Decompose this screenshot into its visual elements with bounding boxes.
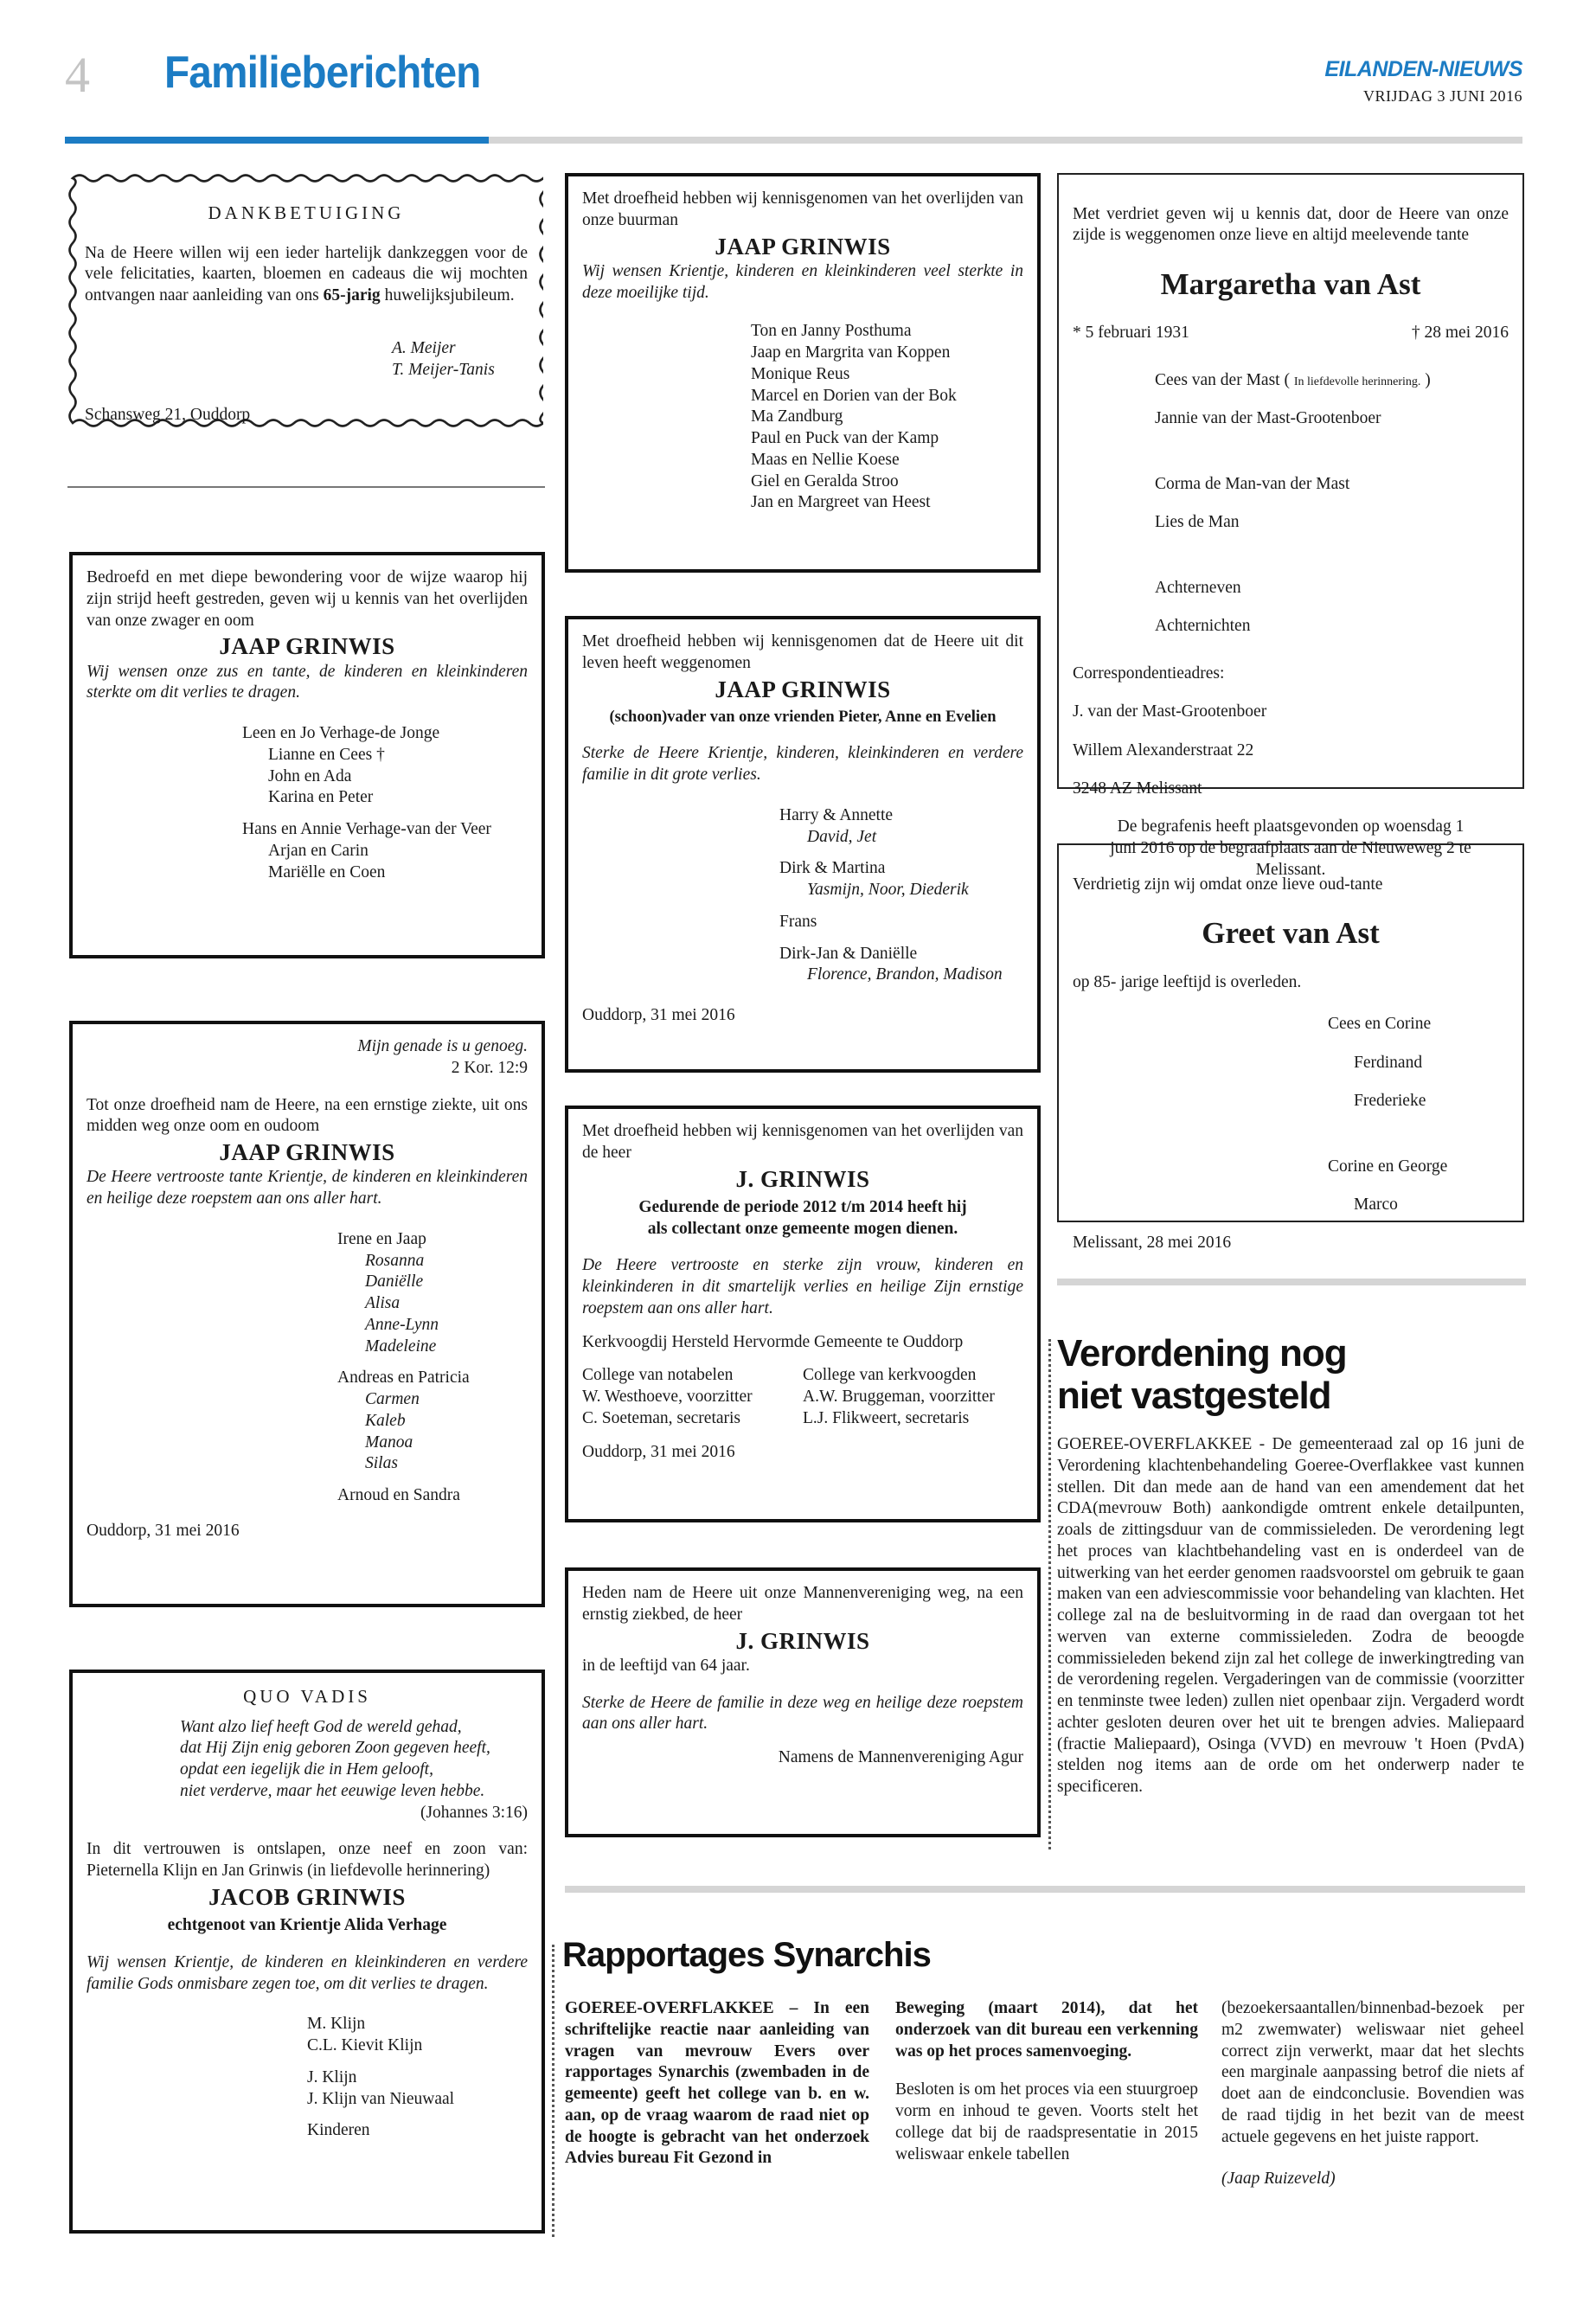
place-date: Ouddorp, 31 mei 2016 [582,1006,735,1025]
article-rule [1057,1279,1526,1285]
family-name: Frans [779,912,817,931]
family-member: Karina en Peter [268,788,374,807]
synarchis-headline: Rapportages Synarchis [562,1936,931,1974]
family-member: Silas [365,1454,398,1473]
notice-intro: Verdrietig zijn wij omdat onze lieve oud-tante [1073,875,1383,894]
notice-wish: De Heere vertrooste en sterke zijn vrouw, kinderen en kleinkinderen in dit smartelijk verlies en heilige Zijn ernstige roepstem aan ons aller hart. [582,1256,1023,1317]
notice-greet [1057,843,1524,1253]
deceased-name: JAAP GRINWIS [715,233,891,260]
section-title: Familieberichten [164,48,481,98]
notice-intro: Met droefheid hebben wij kennisgenomen van het overlijden van de heer [582,1122,1023,1162]
family-name: Corine en George [1328,1157,1448,1176]
notice-wish: Wij wensen Krientje, de kinderen en kleinkinderen en verdere familie Gods onmisbare zegen toe, om dit verlies te dragen. [87,1952,528,1993]
deceased-name: JAAP GRINWIS [219,1139,395,1165]
deceased-name: Margaretha van Ast [1160,267,1421,301]
verordening-headline: Verordening nog niet vastgesteld [1057,1332,1347,1418]
dankbetuiging-text: Na de Heere willen wij een ieder hartelijk dankzeggen voor de vele felicitaties, kaarten, bloemen en cadeaus die wij mochten ontvangen naar aanleiding van ons 65-jarig huwelijksjubileum. [85,243,528,305]
family-member: Carmen [365,1390,420,1409]
signatory: Kinderen [307,2121,370,2140]
notice-genade [69,1021,545,1607]
signatory: M. Klijn [307,2015,366,2034]
family-member: Lianne en Cees † [268,745,385,764]
issue-date: VRIJDAG 3 JUNI 2016 [1363,87,1522,105]
family-member: Anne-Lynn [365,1315,439,1334]
college-member: C. Soeteman, secretaris [582,1408,741,1427]
family-name: Andreas en Patricia [337,1368,470,1388]
signatory: Monique Reus [751,364,850,383]
synarchis-column-3: (bezoekersaantallen/binnenbad-bezoek per m2 zwemwater) weliswaar niet geheel correct zijn verwerkt, maar dat het slechts een marginale aanpassing betrof die niets af doet aan de eindconclusie. Bovendien was de raad tijdig in het bezit van de meest actuele gegevens en het juiste rapport. (Jaap Ruizeveld) [1221,1998,1524,2190]
synarchis-lead: GOEREE-OVERFLAKKEE – In een schriftelijke reactie naar aanleiding van vragen van mevrouw Evers over rapportages Synarchis (zwembaden in de gemeente) geeft het college van b. en w. aan, op de vraag waarom de raad niet op de hoogte is gebracht van het onderzoek Advies bureau Fit Gezond in [565,1999,869,2168]
college-member: L.J. Flikweert, secretaris [803,1408,970,1427]
bible-reference: (Johannes 3:16) [420,1803,528,1822]
correspondence-label: Correspondentieadres: [1073,664,1225,683]
burial-info: De begrafenis heeft plaatsgevonden op woensdag 1 juni 2016 op de begraafplaats aan de Nieuweweg 2 te Melissant. [1110,817,1471,879]
family-member: Florence, Brandon, Madison [807,965,1003,984]
deceased-name: JACOB GRINWIS [208,1883,406,1910]
deceased-name: Greet van Ast [1202,916,1380,951]
family-member: Marco [1354,1195,1398,1214]
notice-bedroefd [69,552,545,958]
deceased-name: JAAP GRINWIS [219,633,395,660]
family-member: Kaleb [365,1411,406,1430]
article-author: (Jaap Ruizeveld) [1221,2170,1336,2189]
notice-wish: Wij wensen onze zus en tante, de kinderen en kleinkinderen sterkte om dit verlies te dragen. [87,662,528,702]
notice-wish: De Heere vertrooste tante Krientje, de kinderen en kleinkinderen en heilige deze roepstem aan ons aller hart. [87,1168,528,1208]
college-title: College van kerkvoogden [803,1366,977,1385]
verordening-body: GOEREE-OVERFLAKKEE - De gemeenteraad zal op 16 juni de Verordening klachtenbehandeling Goeree-Overflakkee vast kunnen stellen. Dit dan mede aan de hand van een amendement dat het CDA(mevrouw Both) aankondigde omtrent enkele detailpunten, zoals de zittingsduur van de commissieleden. De verordening legt het proces van klachtbehandeling vast en is onderdeel van de uitwerking van het eerder genomen raadsvoorstel om gebruik te gaan maken van een adviescommissie voor behandeling van klachten. Het college zal na de besluitvorming in de raad dan overgaan tot het werven van externe commissieleden. Zodra de beoogde commissieleden bekend zijn zal het college de inwerkingtreding van de verordening regelen. Vergaderingen van de commissie (voorzitter en tenminste twee leden) zullen niet openbaar zijn. Vergaderd wordt achter gesloten deuren over het uit te brengen advies. Maliepaard (fractie Maliepaard), Osinga (VVD) en mevrouw 't Hoen (PvdA) stelden nog items aan de orde om het onderwerp nader te specificeren. [1057,1435,1524,1796]
deceased-name: J. GRINWIS [735,1165,870,1192]
deceased-name: J. GRINWIS [735,1627,870,1654]
notice-intro: Met droefheid hebben wij kennisgenomen dat de Heere uit dit leven heeft weggenomen [582,632,1023,672]
college-member: W. Westhoeve, voorzitter [582,1388,753,1407]
signatory: J. Klijn [307,2067,357,2086]
signatory: Marcel en Dorien van der Bok [751,386,957,405]
family-member: Alisa [365,1294,401,1313]
signatory: Namens de Mannenvereniging Agur [778,1748,1023,1767]
notice-intro: In dit vertrouwen is ontslapen, onze neef en zoon van: Pieternella Klijn en Jan Grinwis (in liefdevolle herinnering) [87,1840,528,1881]
college-title: College van notabelen [582,1366,734,1385]
family-name: Leen en Jo Verhage-de Jonge [242,724,440,743]
notice-intro: Met verdriet geven wij u kennis dat, door de Heere van onze zijde is weggenomen onze lieve en altijd meelevende tante [1073,204,1509,245]
verse-line: opdat een iegelijk die in Hem gelooft, [180,1760,433,1779]
notice-mannenvereniging [565,1567,1041,1837]
signatory: Jan en Margreet van Heest [751,493,931,512]
deceased-subtitle: Gedurende de periode 2012 t/m 2014 heeft hij [638,1197,967,1216]
notice-wish: Sterke de Heere Krientje, kinderen, kleinkinderen en verdere familie in dit grote verlies. [582,744,1023,785]
family-name: Hans en Annie Verhage-van der Veer [242,820,491,839]
signatory: Ton en Janny Posthuma [751,322,912,341]
notice-title: QUO VADIS [243,1686,371,1707]
deceased-age: op 85- jarige leeftijd is overleden. [1073,972,1302,991]
family-name: Achterneven [1155,579,1241,598]
family-member: Mariëlle en Coen [268,862,386,881]
signatory: Maas en Nellie Koese [751,450,900,469]
family-member: Madeleine [365,1336,437,1356]
signatory: Ma Zandburg [751,407,843,426]
notice-wish: Wij wensen Krientje, kinderen en kleinkinderen veel sterkte in deze moeilijke tijd. [582,261,1023,302]
notice-intro: Bedroefd en met diepe bewondering voor de wijze waarop hij zijn strijd heeft gestreden, geven wij u kennis van het overlijden van onze zwager en oom [87,568,528,630]
family-name: Corma de Man-van der Mast [1155,475,1350,494]
correspondence-line: 3248 AZ Melissant [1073,779,1202,798]
college-member: A.W. Bruggeman, voorzitter [803,1388,995,1407]
notice-intro: Tot onze droefheid nam de Heere, na een ernstige ziekte, uit ons midden weg onze oom en oudoom [87,1095,528,1136]
verse-line: Want alzo lief heeft God de wereld gehad, [180,1717,462,1736]
dank-address: Schansweg 21, Ouddorp [85,406,251,425]
deceased-subtitle: echtgenoot van Krientje Alida Verhage [167,1916,447,1935]
family-name: Jannie van der Mast-Grootenboer [1155,409,1381,428]
family-member: Rosanna [365,1251,425,1270]
family-name: Dirk-Jan & Daniëlle [779,944,918,963]
deceased-subtitle: (schoon)vader van onze vrienden Pieter, Anne en Evelien [609,708,997,726]
signatory: Jaap en Margrita van Koppen [751,343,951,362]
signatory: Giel en Geralda Stroo [751,471,899,490]
verse-line: niet verderve, maar het eeuwige leven hebbe. [180,1781,485,1800]
family-member: John en Ada [268,766,352,785]
signatory: J. Klijn van Nieuwaal [307,2089,455,2108]
family-member: Manoa [365,1433,413,1452]
family-name: Arnoud en Sandra [337,1486,460,1505]
header-rule-grey [489,137,1522,144]
family-member: Yasmijn, Noor, Diederik [807,881,969,900]
column-divider [67,486,545,488]
deceased-age: in de leeftijd van 64 jaar. [582,1656,750,1675]
family-member: Arjan en Carin [268,841,369,860]
deceased-subtitle: als collectant onze gemeente mogen dienen. [647,1219,958,1238]
bible-quote: Mijn genade is u genoeg. [357,1037,528,1055]
place-date: Ouddorp, 31 mei 2016 [87,1521,240,1540]
notice-wish: Sterke de Heere de familie in deze weg en heilige deze roepstem aan ons aller hart. [582,1693,1023,1734]
family-member: Daniëlle [365,1272,424,1292]
notice-buurman [565,173,1041,573]
dank-signature-1: A. Meijer [392,338,456,357]
header-rule-blue [65,137,489,144]
signatory: Paul en Puck van der Kamp [751,429,939,448]
death-date: † 28 mei 2016 [1411,324,1509,343]
place-date: Ouddorp, 31 mei 2016 [582,1442,735,1461]
synarchis-column-2: Beweging (maart 2014), dat het onderzoek van dit bureau een verkenning was op het proces samenvoeging. Besloten is om het proces via een stuurgroep vorm en inhoud te geven. Voorts stelt het college dat bij de raadspresentatie in 2015 weliswaar enkele tabellen [895,1999,1198,2163]
family-name: Achternichten [1155,617,1251,636]
family-member: Frederieke [1354,1091,1426,1110]
place-date: Melissant, 28 mei 2016 [1073,1234,1232,1253]
memorial-note: In liefdevolle herinnering. [1293,375,1421,389]
deceased-name: JAAP GRINWIS [715,676,891,702]
family-member: Ferdinand [1354,1053,1423,1072]
page-number: 4 [65,47,90,103]
family-name: Irene en Jaap [337,1229,426,1248]
notice-margaretha [1057,173,1524,879]
family-member: David, Jet [807,827,877,846]
family-name: Dirk & Martina [779,859,886,878]
article-rule [565,1886,1525,1893]
correspondence-line: Willem Alexanderstraat 22 [1073,740,1254,760]
correspondence-line: J. van der Mast-Grootenboer [1073,702,1267,721]
notice-kerkvoogdij [565,1106,1041,1522]
signatory: C.L. Kievit Klijn [307,2036,423,2055]
family-name: Cees en Corine [1328,1015,1432,1034]
notice-vrienden [565,616,1041,1073]
notice-quo-vadis [69,1670,545,2234]
verse-line: dat Hij Zijn enig geboren Zoon gegeven heeft, [180,1739,490,1758]
family-name: Harry & Annette [779,805,894,824]
dankbetuiging-title: DANKBETUIGING [208,202,405,223]
birth-date: * 5 februari 1931 [1073,324,1189,343]
organisation-name: Kerkvoogdij Hersteld Hervormde Gemeente te Ouddorp [582,1332,964,1351]
family-name: Cees van der Mast ( In liefdevolle herinnering. ) [1155,371,1431,390]
dotted-separator [552,1945,554,2237]
bible-reference: 2 Kor. 12:9 [451,1058,528,1077]
family-name: Lies de Man [1155,513,1240,532]
dotted-separator [1048,1339,1051,1849]
notice-intro: Met droefheid hebben wij kennisgenomen van het overlijden van onze buurman [582,189,1023,229]
dankbetuiging-notice [85,183,528,444]
masthead-logo: EILANDEN-NIEUWS [1324,57,1522,81]
notice-intro: Heden nam de Heere uit onze Mannenvereniging weg, na een ernstig ziekbed, de heer [582,1584,1023,1624]
dank-signature-2: T. Meijer-Tanis [392,360,495,379]
